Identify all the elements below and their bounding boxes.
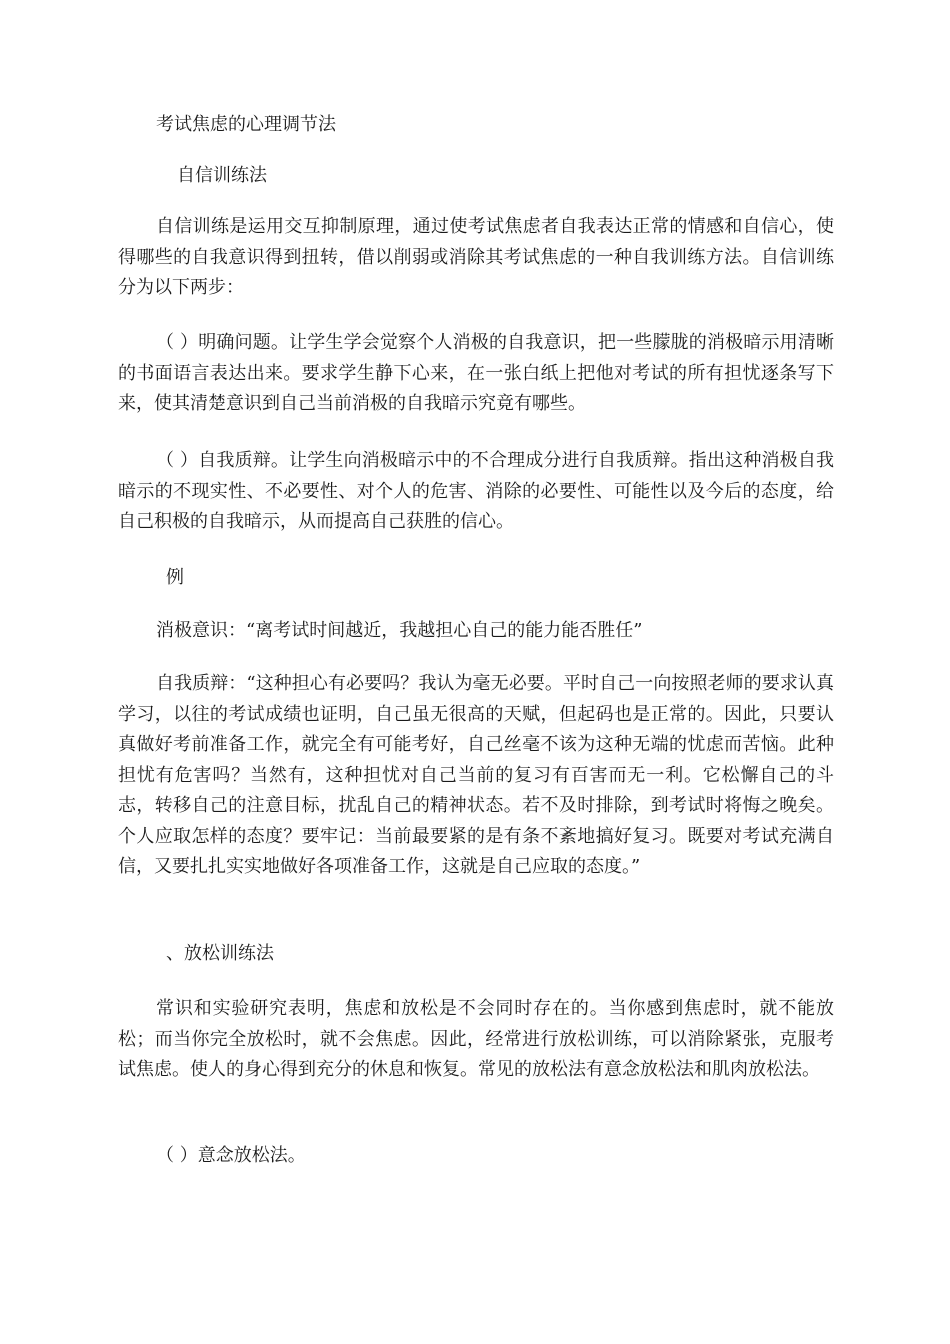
subsection-mental-relaxation: （ ）意念放松法。: [156, 1145, 306, 1166]
paragraph-relaxation: 常识和实验研究表明，焦虑和放松是不会同时存在的。当你感到焦虑时，就不能放松；而当你完全放松时，就不会焦虑。因此，经常进行放松训练，可以消除紧张，克服考试焦虑。使人的身心得到充分的休息和恢复。常见的放松法有意念放松法和肌肉放松法。: [118, 998, 834, 1080]
self-rebuttal: 自我质辩：“这种担心有必要吗？我认为毫无必要。平时自己一向按照老师的要求认真学习，以往的考试成绩也证明，自己虽无很高的天赋，但起码也是正常的。因此，只要认真做好考前准备工作，就完全有可能考好，自己丝毫不该为这种无端的忧虑而苦恼。此种担忧有危害吗？当然有，这种担忧对自己当前的复习有百害而无一利。它松懈自己的斗志，转移自己的注意目标，扰乱自己的精神状态。若不及时排除，到考试时将悔之晚矣。个人应取怎样的态度？要牢记：当前最要紧的是有条不紊地搞好复习。既要对考试充满自信，又要扎扎实实地做好各项准备工作，这就是自己应取的态度。”: [118, 673, 834, 877]
section-heading-relaxation: 、放松训练法: [166, 943, 274, 964]
section-heading-confidence: 自信训练法: [177, 165, 267, 186]
paragraph-step-2: （ ）自我质辩。让学生向消极暗示中的不合理成分进行自我质辩。指出这种消极自我暗示的不现实性、不必要性、对个人的危害、消除的必要性、可能性以及今后的态度，给自己积极的自我暗示，从而提高自己获胜的信心。: [118, 450, 834, 532]
paragraph-confidence-intro: 自信训练是运用交互抑制原理，通过使考试焦虑者自我表达正常的情感和自信心，使得哪些的自我意识得到扭转，借以削弱或消除其考试焦虑的一种自我训练方法。自信训练分为以下两步：: [118, 216, 834, 298]
example-label: 例: [166, 567, 184, 588]
negative-thought: 消极意识：“离考试时间越近，我越担心自己的能力能否胜任”: [156, 620, 643, 641]
document-title: 考试焦虑的心理调节法: [156, 114, 336, 135]
paragraph-step-1: （ ）明确问题。让学生学会觉察个人消极的自我意识，把一些朦胧的消极暗示用清晰的书面语言表达出来。要求学生静下心来，在一张白纸上把他对考试的所有担忧逐条写下来，使其清楚意识到自己当前消极的自我暗示究竟有哪些。: [118, 332, 834, 414]
